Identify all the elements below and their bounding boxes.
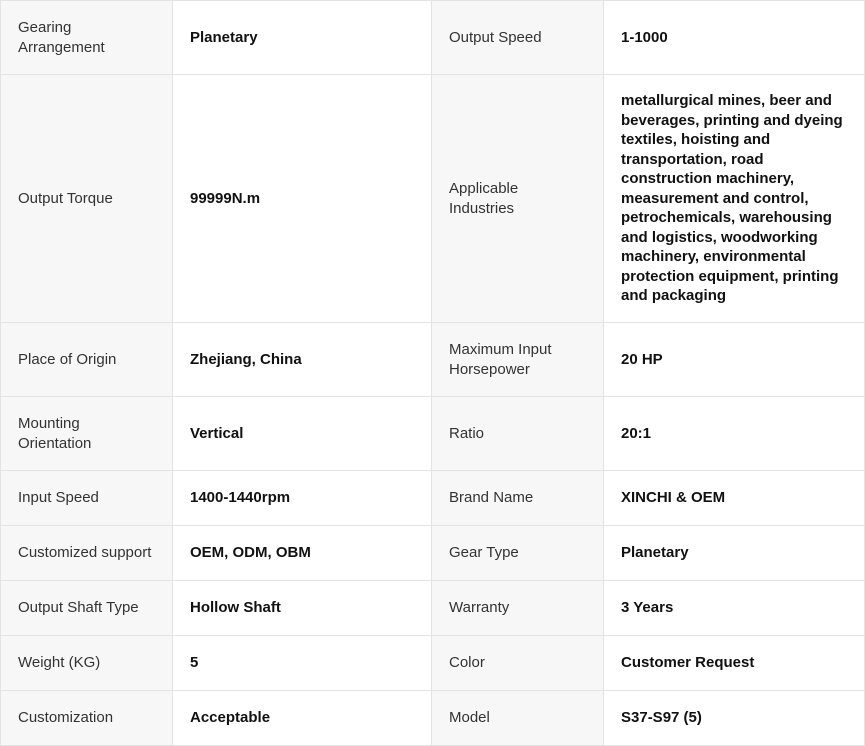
table-row <box>1 526 865 581</box>
table-row <box>1 75 865 323</box>
spec-label: Ratio <box>432 397 604 471</box>
table-row <box>1 691 865 746</box>
table-row <box>1 471 865 526</box>
spec-value: Zhejiang, China <box>173 323 432 397</box>
spec-label: Output Speed <box>432 1 604 75</box>
spec-label: Brand Name <box>432 471 604 526</box>
spec-value: metallurgical mines, beer and beverages, printing and dyeing textiles, hoisting and transportation, road construction machinery, measurement and control, petrochemicals, warehousing and logistics, woodworking machinery, environmental protection equipment, printing and packaging <box>604 75 865 323</box>
spec-value: Planetary <box>173 1 432 75</box>
spec-value: 1-1000 <box>604 1 865 75</box>
spec-label: Applicable Industries <box>432 75 604 323</box>
spec-value: 20:1 <box>604 397 865 471</box>
spec-value: Vertical <box>173 397 432 471</box>
spec-value: Hollow Shaft <box>173 581 432 636</box>
spec-value: Planetary <box>604 526 865 581</box>
spec-value: OEM, ODM, OBM <box>173 526 432 581</box>
spec-label: Mounting Orientation <box>1 397 173 471</box>
table-row <box>1 581 865 636</box>
spec-value: XINCHI & OEM <box>604 471 865 526</box>
spec-label: Maximum Input Horsepower <box>432 323 604 397</box>
spec-label: Gearing Arrangement <box>1 1 173 75</box>
spec-label: Input Speed <box>1 471 173 526</box>
spec-value: Customer Request <box>604 636 865 691</box>
spec-label: Color <box>432 636 604 691</box>
spec-label: Customization <box>1 691 173 746</box>
spec-value: Acceptable <box>173 691 432 746</box>
spec-label: Gear Type <box>432 526 604 581</box>
spec-label: Weight (KG) <box>1 636 173 691</box>
spec-value: 3 Years <box>604 581 865 636</box>
spec-label: Customized support <box>1 526 173 581</box>
spec-label: Model <box>432 691 604 746</box>
table-row <box>1 397 865 471</box>
table-row <box>1 323 865 397</box>
spec-value: 1400-1440rpm <box>173 471 432 526</box>
spec-value: S37-S97 (5) <box>604 691 865 746</box>
spec-label: Warranty <box>432 581 604 636</box>
spec-value: 20 HP <box>604 323 865 397</box>
table-row <box>1 1 865 75</box>
spec-label: Output Torque <box>1 75 173 323</box>
table-row <box>1 636 865 691</box>
spec-value: 99999N.m <box>173 75 432 323</box>
spec-value: 5 <box>173 636 432 691</box>
spec-label: Output Shaft Type <box>1 581 173 636</box>
spec-label: Place of Origin <box>1 323 173 397</box>
